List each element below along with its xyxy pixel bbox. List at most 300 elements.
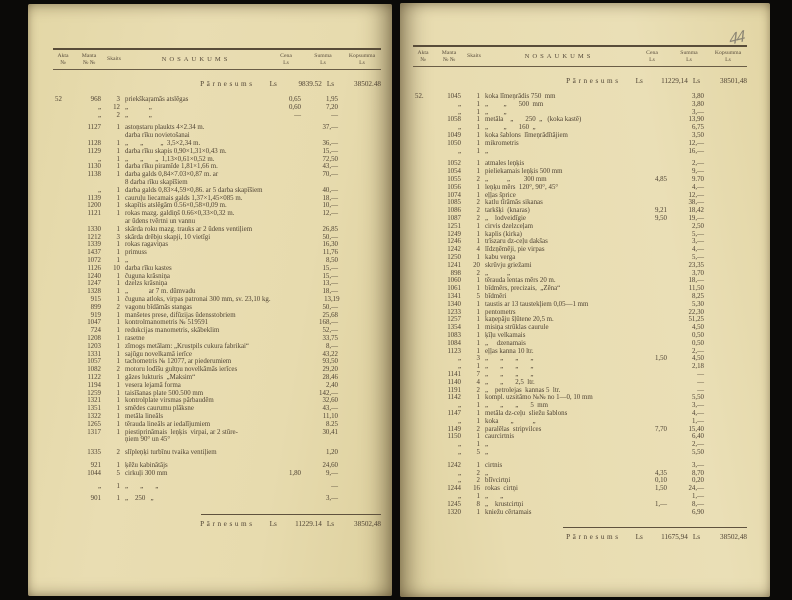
cell-manta-number: 1249 [447,230,461,238]
cell-manta-number: 1250 [447,254,461,262]
cell-manta-number: „ [97,155,101,163]
cell-price [269,405,303,413]
cell-sum: 0,50 [691,332,704,339]
item-name-line1: paralēlas stripvilces [485,425,542,433]
item-name-line1: līdzņēmēji, pie virpas [485,246,545,254]
cell-total [709,426,747,434]
item-name-line1: „ „ 500 mm [485,100,544,108]
cell-quantity: 1 [116,412,120,420]
cell-item-name [483,355,635,363]
item-name-line1: „ „ 2,5 ltr. [485,378,535,386]
cell-item-name [483,254,635,262]
ledger-row [53,343,381,351]
cell-manta-number: 1322 [87,412,101,420]
cell-item-name [123,495,269,503]
item-name-line2: darba rīku novietošanai [125,132,190,140]
cell-manta-number: 1331 [87,350,101,358]
cell-item-name [123,358,269,366]
cell-total [709,379,747,387]
cell-quantity: 2 [476,386,480,394]
cell-item-name [483,301,635,309]
cell-item-name [483,109,635,117]
cell-price [635,285,669,293]
cell-price [269,327,303,335]
cell-akta-number [53,421,73,429]
cell-quantity: 1 [476,124,480,132]
cell-manta-number: 1242 [447,246,461,254]
cell-sum: 168,— [319,319,338,327]
ledger-row [413,223,747,231]
cell-total [709,101,747,109]
cell-quantity: 1 [476,108,480,116]
ledger-row [53,405,381,413]
cell-price [269,449,303,457]
cell-sum: 30,41 [322,428,338,436]
cell-total [709,449,747,457]
ledger-row [53,96,381,104]
cell-quantity: 1 [476,300,480,308]
item-name-line1: katlu tīrāmās sikanas [485,199,543,207]
ledger-row [53,226,381,234]
cell-price [635,140,669,148]
cell-item-name [123,405,269,413]
cell-price [635,301,669,309]
cell-item-name [123,187,269,195]
cell-akta-number [53,156,73,164]
ledger-row [53,257,381,265]
cell-item-name [483,116,635,124]
cell-quantity: 1 [476,441,480,449]
cell-item-name [123,273,269,281]
item-name-line1: skapītis atslēgām 0.56×0,58×0,09 m. [125,202,227,210]
cell-sum: — [331,482,338,490]
cell-quantity: 1 [116,163,120,171]
cell-akta-number [413,433,433,441]
cell-item-name [123,241,269,249]
cell-item-name [483,371,635,379]
item-name-line1: atmales leņķis [485,160,525,168]
item-name-line1: pentometrs [485,308,516,316]
cell-price [269,304,303,312]
cell-total [343,382,381,390]
cell-price [635,324,669,332]
cell-sum: 18,— [322,194,338,202]
ledger-row [53,241,381,249]
cell-akta-number [413,116,433,124]
cell-item-name [483,184,635,192]
cell-manta-number: 1123 [447,347,461,355]
cell-item-name [483,394,635,402]
cell-sum: 2,50 [691,222,704,230]
cell-total [343,124,381,140]
cell-item-name [483,477,635,485]
item-name-line1: smēdes caurumu plāksne [125,405,194,413]
cell-quantity: 10 [113,264,120,272]
cell-item-name [483,402,635,410]
cell-sum: 1,20 [325,449,338,457]
item-name-line2: ņiem 90° un 45° [125,436,171,444]
cell-sum: 6,40 [691,433,704,441]
cell-price [635,394,669,402]
item-name-line1: kontrolplate virsmas pārbaudēm [125,397,214,405]
cell-quantity: 1 [116,335,120,342]
ledger-row [53,413,381,421]
cell-sum: 2,— [691,441,704,449]
cell-quantity: 1 [116,280,120,288]
cell-price [269,335,303,343]
cell-total [709,485,747,493]
item-name-line1: darba galds 0,83×4,59×0,86. ar 5 darba skapīšiem [125,186,263,194]
cell-quantity: 1 [476,285,480,293]
item-name-line1: skrūvju griežami [485,261,532,269]
cell-manta-number: „ [97,482,101,490]
cell-akta-number [413,293,433,301]
cell-price [635,254,669,262]
cell-sum: 24,60 [322,461,338,469]
cell-sum: 9,— [325,469,338,477]
cell-sum: 5,50 [691,448,704,456]
cell-price [269,210,303,226]
cell-akta-number [53,343,73,351]
cell-manta-number: 1058 [447,116,461,124]
cell-total [343,163,381,171]
cell-sum: 3,70 [691,269,704,277]
cell-price [269,257,303,265]
cell-price [635,509,669,517]
ledger-row [53,280,381,288]
cell-sum: 36,— [322,140,338,148]
cell-total [343,156,381,164]
ledger-row [413,199,747,207]
cell-item-name [123,343,269,351]
cell-total [709,246,747,254]
cell-quantity: 1 [116,186,120,194]
cell-item-name [483,324,635,332]
ledger-row [413,394,747,402]
cell-sum: 28,46 [322,373,338,381]
cell-manta-number: 1191 [447,386,461,394]
cell-sum: 3,80 [691,100,704,108]
cell-price [269,124,303,140]
cell-price [269,187,303,195]
cell-sum: 37,— [322,124,338,132]
carryover-label: Pārnesums [200,80,255,89]
cell-manta-number: 1247 [87,280,101,288]
cell-price [269,429,303,445]
cell-total [709,176,747,184]
cell-sum: 24,— [688,485,704,493]
cell-price: 9,21 [654,207,667,215]
cell-manta-number: 899 [90,303,101,311]
cell-price [269,366,303,374]
ledger-row [53,124,381,140]
cell-akta-number [413,402,433,410]
cell-akta-number [53,470,73,478]
cell-akta-number [413,340,433,348]
cell-item-name [123,470,269,478]
cell-total [343,374,381,382]
cell-manta-number: 1203 [87,342,101,350]
cell-manta-number: 1055 [447,176,461,184]
cell-manta-number: 1061 [447,285,461,293]
item-name-line1: „ „ „ 3,5×2,34 m. [125,140,201,148]
item-name-line1: caurcirtnis [485,433,515,441]
ledger-row [53,470,381,478]
cell-akta-number [413,109,433,117]
cell-quantity: 1 [116,272,120,280]
ledger-row [53,366,381,374]
ledger-row [413,324,747,332]
cell-manta-number: „ [457,477,461,485]
cell-sum: 15,40 [688,425,704,433]
cell-akta-number: 52. [415,93,424,101]
cell-price [635,441,669,449]
cell-sum: 142,— [319,389,338,397]
item-name-line1: cirvis dzelzceļam [485,222,534,230]
cell-manta-number: 1212 [87,233,101,241]
cell-sum: 8,— [325,342,338,350]
cell-sum: 52,— [322,327,338,335]
cell-sum: 29,20 [322,366,338,374]
ledger-row [53,210,381,226]
cell-total [709,340,747,348]
cell-quantity: 1 [116,389,120,397]
cell-quantity: 2 [116,111,120,119]
cell-item-name [483,340,635,348]
cell-item-name [123,304,269,312]
cell-total [709,477,747,485]
cell-item-name [483,93,635,101]
cell-quantity: 1 [116,350,120,358]
item-name-line1: čuguna krāsniņa [125,272,170,280]
cell-price [269,280,303,288]
cell-item-name [483,485,635,493]
ledger-row [53,234,381,242]
cell-manta-number: 1140 [447,378,461,386]
cell-akta-number [53,327,73,335]
item-name-line1: priekškaŗamās atslēgas [125,96,189,104]
cell-akta-number [413,160,433,168]
cell-akta-number [53,358,73,366]
cell-total [709,509,747,517]
cell-item-name [123,421,269,429]
cell-manta-number: „ [457,492,461,500]
item-name-line1: slīpleņķi turbīnu tvaika ventiļiem [125,449,217,457]
cell-quantity: 1 [476,238,480,246]
ledger-row [413,348,747,356]
cell-akta-number [413,410,433,418]
cell-total [343,226,381,234]
item-name-line1: darba rīku kastes [125,264,172,272]
cell-total [709,332,747,340]
cell-sum: 43,— [322,405,338,413]
cell-akta-number [413,363,433,371]
cell-sum: 3,— [691,461,704,469]
cell-sum: 12,— [322,210,338,218]
ledger-row [413,332,747,340]
cell-quantity: 1 [116,381,120,389]
cell-item-name [483,132,635,140]
cell-total [709,462,747,470]
ledger-row [413,285,747,293]
ledger-row [413,426,747,434]
cell-sum: 33,75 [322,335,338,342]
ledger-row [413,355,747,363]
cell-sum: 9.70 [691,176,704,184]
cell-item-name [483,309,635,317]
cell-quantity: 1 [476,230,480,238]
cell-item-name [483,363,635,371]
cell-manta-number: 1050 [447,139,461,147]
carryover-summa: 11229.14 [295,520,322,529]
cell-akta-number [53,148,73,156]
item-name-line1: cirtnis [485,461,503,469]
cell-sum: 0,20 [691,477,704,485]
cell-quantity: 1 [476,402,480,410]
cell-quantity: 1 [116,420,120,428]
cell-quantity: 1 [116,147,120,155]
cell-item-name [483,470,635,478]
item-name-line2: ar ūdens tvērtni un vannu [125,218,196,226]
cell-item-name [123,112,269,120]
cell-total [709,309,747,317]
cell-price [269,312,303,320]
cell-manta-number: 1244 [447,485,461,493]
cell-total [709,231,747,239]
cell-sum: 4,— [691,183,704,191]
cell-price [635,433,669,441]
cell-manta-number: „ [97,186,101,194]
carryover-label: Pārnesums [566,533,621,542]
handwritten-page-mark: 44 [728,27,745,49]
cell-sum: 70,— [322,171,338,179]
column-header-nosaukums: NOSAUKUMS [524,52,594,60]
cell-item-name [123,296,271,304]
cell-price [635,418,669,426]
cell-item-name [123,280,269,288]
cell-item-name [123,462,269,470]
cell-price [635,332,669,340]
item-name-line1: bīdmērs, precizais, „Zēna“ [485,285,561,293]
cell-price: 0,10 [654,477,667,485]
item-name-line1: vesera lejamā forma [125,381,181,389]
cell-total [343,304,381,312]
cell-item-name [483,176,635,184]
ledger-row [53,273,381,281]
cell-manta-number: 921 [90,461,101,469]
cell-sum: 9,— [691,168,704,176]
ledger-row [413,485,747,493]
cell-manta-number: 1141 [447,370,461,378]
cell-manta-number: 1317 [87,428,101,436]
carryover-summa: 11675,94 [661,533,688,542]
cell-quantity: 1 [116,194,120,202]
cell-price [635,199,669,207]
item-name-line1: sajūgu novelkamā ierīce [125,350,192,358]
cell-akta-number: 52 [55,96,62,104]
cell-total [709,355,747,363]
cell-price: 1,80 [288,469,301,477]
cell-quantity: 1 [116,495,120,503]
cell-item-name [123,104,269,112]
column-header-akta: Akta № [57,53,69,66]
cell-total [343,351,381,359]
cell-total [709,363,747,371]
cell-price [635,293,669,301]
cell-akta-number [53,163,73,171]
item-name-line1: kabu verga [485,254,516,262]
ledger-row [413,184,747,192]
item-name-line1: kompl. uzsitāmo №№ no 1—0, 10 mm [485,394,593,402]
carryover-kopsumma: 38502,48 [720,533,747,542]
cell-quantity: 1 [476,363,480,371]
cell-quantity: 7 [476,370,480,378]
cell-sum: 8,50 [325,257,338,265]
carryover-label: Pārnesums [200,520,255,529]
ledger-row [413,449,747,457]
cell-sum: 19,— [688,215,704,223]
column-header-nosaukums: NOSAUKUMS [161,55,231,63]
cell-manta-number: 1340 [447,300,461,308]
column-header-cena: Cena Ls [280,53,292,66]
cell-item-name [123,429,269,445]
item-name-line1: rokas ragaviņas [125,241,169,249]
cell-item-name [123,449,269,457]
item-name-line1: rokas mazg. galdiņš 0.66×0,33×0,32 m. [125,210,235,218]
cell-total [709,223,747,231]
cell-quantity: 1 [116,202,120,210]
cell-price [271,296,305,304]
cell-price [269,156,303,164]
cell-total [343,210,381,226]
cell-manta-number: 1126 [87,264,101,272]
cell-total [709,132,747,140]
cell-manta-number: 1052 [447,160,461,168]
cell-manta-number: 1147 [447,409,461,417]
cell-item-name [483,379,635,387]
cell-price [269,234,303,242]
cell-total [343,421,381,429]
cell-sum: 15,— [322,272,338,280]
cell-akta-number [53,382,73,390]
cell-quantity: 1 [116,241,120,249]
cell-akta-number [53,296,73,304]
ledger-row [413,340,747,348]
cell-manta-number: 1150 [447,433,461,441]
cell-price [269,421,303,429]
item-name-line1: koka „ „ [485,417,536,425]
cell-quantity: 3 [476,355,480,363]
cell-total [343,390,381,398]
cell-quantity: 4 [476,378,480,386]
cell-quantity: 1 [116,296,120,304]
item-name-line1: „ „ „ 1,13×0,61×0,52 m. [125,155,215,163]
cell-total [343,495,381,503]
cell-sum: 13,90 [688,116,704,124]
cell-manta-number: 968 [90,96,101,104]
cell-quantity: 1 [476,409,480,417]
cell-manta-number: 1233 [447,308,461,316]
cell-price [269,273,303,281]
cell-manta-number: „ [457,417,461,425]
cell-sum: 43,22 [322,350,338,358]
item-name-line1: leņķu mērs 120°, 90°, 45° [485,183,559,191]
item-name-line1: redukcijas manometris, skābeklim [125,327,220,335]
item-name-line1: „ „ „ [125,482,159,490]
cell-akta-number [413,332,433,340]
cell-price: 4,85 [654,176,667,184]
cell-price [635,387,669,395]
